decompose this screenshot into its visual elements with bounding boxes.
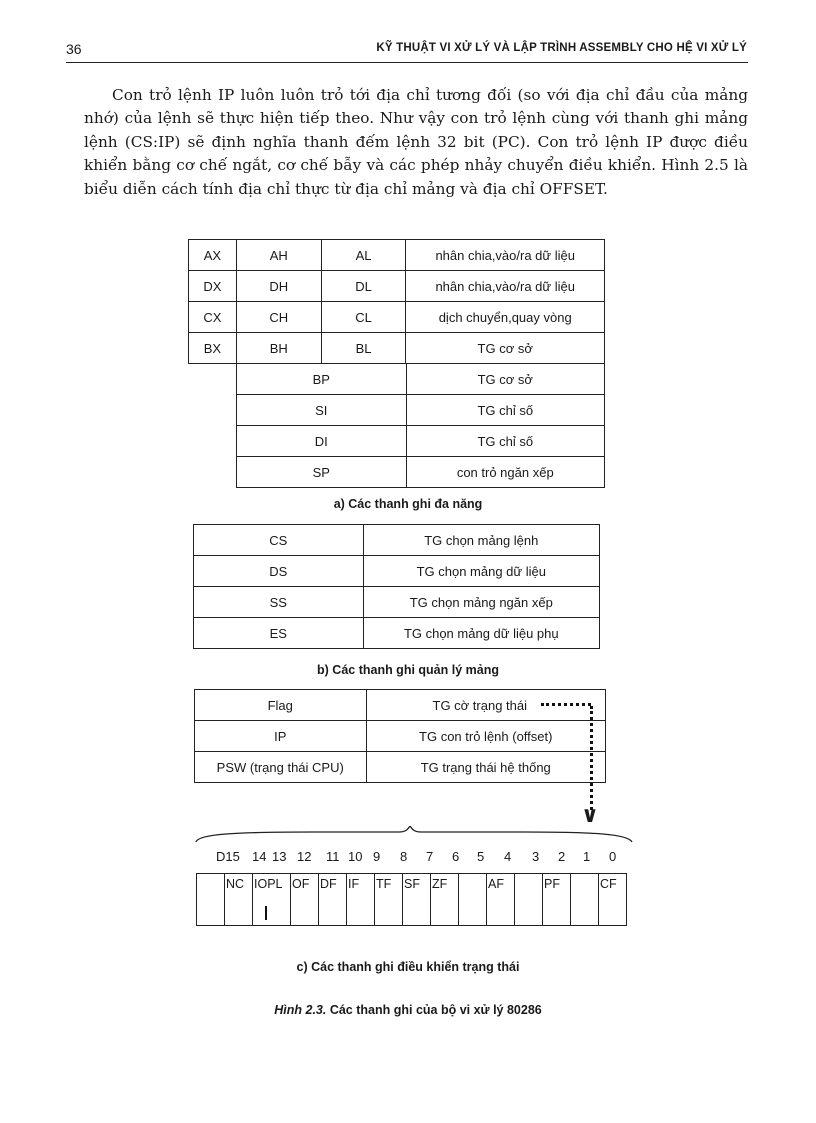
register-name: Flag [195, 690, 367, 721]
dotted-arrow-vertical [590, 706, 593, 810]
flag-cell: TF [375, 874, 403, 926]
flag-cell [459, 874, 487, 926]
register-desc: con trỏ ngăn xếp [406, 457, 604, 488]
segment-registers-table [193, 524, 600, 649]
register-name: AX [189, 240, 237, 271]
flag-cell: DF [319, 874, 347, 926]
register-high: CH [236, 302, 321, 333]
bit-label: 6 [452, 849, 460, 864]
figure-caption-text: Các thanh ghi của bộ vi xử lý 80286 [326, 1003, 542, 1017]
register-name: CX [189, 302, 237, 333]
flag-cell-iopl [253, 874, 291, 926]
pointer-registers-table [236, 363, 605, 488]
flag-cell: CF [599, 874, 627, 926]
table-row [237, 395, 605, 426]
register-name: ES [194, 618, 364, 649]
table-row [189, 240, 605, 271]
register-desc: TG chọn mảng dữ liệu [363, 556, 599, 587]
register-low: DL [321, 271, 406, 302]
running-header: KỸ THUẬT VI XỬ LÝ VÀ LẬP TRÌNH ASSEMBLY CHO HỆ VI XỬ LÝ [376, 42, 747, 54]
flag-cell [197, 874, 225, 926]
flag-cell: OF [291, 874, 319, 926]
flag-cell: PF [543, 874, 571, 926]
register-desc: TG trạng thái hệ thống [366, 752, 606, 783]
body-paragraph: Con trỏ lệnh IP luôn luôn trỏ tới địa chỉ tương đối (so với địa chỉ đầu của mảng nhớ) của lệnh sẽ thực hiện tiếp theo. Như vậy con trỏ lệnh cùng với thanh ghi mảng lệnh (CS:IP) sẽ định nghĩa thanh đếm lệnh 32 bit (PC). Con trỏ lệnh IP được điều khiển bằng cơ chế ngắt, cơ chế bẫy và các phép nhảy chuyển điều khiển. Hình 2.5 là biểu diễn cách tính địa chỉ thực từ địa chỉ mảng và địa chỉ OFFSET. [84, 86, 748, 198]
bit-label: 11 [326, 849, 340, 864]
table-row [194, 618, 600, 649]
register-desc: TG chỉ số [406, 426, 604, 457]
table-row [237, 457, 605, 488]
register-desc: nhân chia,vào/ra dữ liệu [406, 240, 605, 271]
register-desc: TG chọn mảng ngăn xếp [363, 587, 599, 618]
table-row [197, 874, 627, 926]
bit-label: 8 [400, 849, 408, 864]
register-name: DS [194, 556, 364, 587]
register-desc: TG cơ sở [406, 364, 604, 395]
figure-caption [0, 1003, 816, 1017]
flag-cell [515, 874, 543, 926]
table-row [194, 525, 600, 556]
bit-label: 14 [252, 849, 267, 864]
brace-icon [194, 826, 634, 844]
table-row [237, 364, 605, 395]
bit-label: 3 [532, 849, 540, 864]
register-name: PSW (trạng thái CPU) [195, 752, 367, 783]
page-number: 36 [66, 41, 82, 57]
table-row [189, 271, 605, 302]
register-desc: TG chọn mảng lệnh [363, 525, 599, 556]
register-desc: nhân chia,vào/ra dữ liệu [406, 271, 605, 302]
flag-cell-label: IOPL [254, 877, 283, 891]
register-name: SI [237, 395, 407, 426]
table-row [195, 752, 606, 783]
dotted-arrow-horizontal [541, 703, 591, 706]
bit-label: 10 [348, 849, 363, 864]
flag-cell: NC [225, 874, 253, 926]
bit-label: 5 [477, 849, 485, 864]
register-name: DI [237, 426, 407, 457]
table-row [237, 426, 605, 457]
register-desc: TG cơ sở [406, 333, 605, 364]
caption-segment-registers: b) Các thanh ghi quản lý mảng [317, 663, 499, 677]
register-desc: dịch chuyển,quay vòng [406, 302, 605, 333]
bit-label: 1 [583, 849, 591, 864]
register-name: DX [189, 271, 237, 302]
register-desc: TG cờ trạng thái [366, 690, 606, 721]
flag-cell: AF [487, 874, 515, 926]
table-row [189, 333, 605, 364]
arrow-down-icon: ∨ [581, 803, 599, 828]
register-desc: TG chọn mảng dữ liệu phụ [363, 618, 599, 649]
register-low: AL [321, 240, 406, 271]
register-name: CS [194, 525, 364, 556]
table-row [194, 587, 600, 618]
register-low: BL [321, 333, 406, 364]
iopl-mark [265, 906, 267, 920]
register-name: SP [237, 457, 407, 488]
header-rule [66, 62, 748, 63]
flag-cell: ZF [431, 874, 459, 926]
register-name: SS [194, 587, 364, 618]
bit-label: 0 [609, 849, 617, 864]
caption-control-registers: c) Các thanh ghi điều khiển trạng thái [296, 960, 520, 974]
register-high: DH [236, 271, 321, 302]
register-low: CL [321, 302, 406, 333]
bit-label: 7 [426, 849, 434, 864]
register-desc: TG con trỏ lệnh (offset) [366, 721, 606, 752]
bit-labels [196, 849, 636, 869]
table-row [194, 556, 600, 587]
bit-label: 13 [272, 849, 287, 864]
table-row [195, 721, 606, 752]
flag-cell [571, 874, 599, 926]
register-name: IP [195, 721, 367, 752]
flag-cell: IF [347, 874, 375, 926]
register-desc: TG chỉ số [406, 395, 604, 426]
caption-general-registers: a) Các thanh ghi đa năng [333, 497, 483, 511]
general-registers-table [188, 239, 605, 364]
flag-cell: SF [403, 874, 431, 926]
flag-register-table [196, 873, 627, 926]
register-name: BP [237, 364, 407, 395]
bit-label: D15 [216, 849, 240, 864]
table-row [189, 302, 605, 333]
bit-label: 2 [558, 849, 566, 864]
bit-label: 4 [504, 849, 512, 864]
bit-label: 12 [297, 849, 312, 864]
register-high: BH [236, 333, 321, 364]
bit-label: 9 [373, 849, 381, 864]
register-name: BX [189, 333, 237, 364]
register-high: AH [236, 240, 321, 271]
figure-caption-label: Hình 2.3. [274, 1003, 327, 1017]
